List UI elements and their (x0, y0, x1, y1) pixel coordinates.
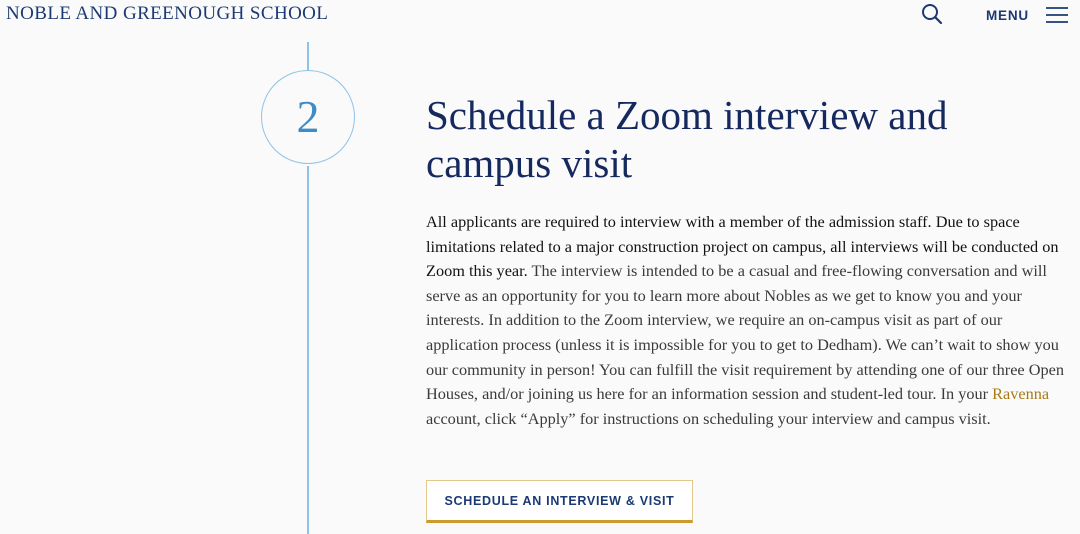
step-description-emphasis: All applicants are required to interview with a member of the admission staff. Due to space limitations related to a major construction project on campus, all interviews will be conducted on Zoom this year. (426, 212, 1059, 281)
timeline-line-top (307, 42, 309, 70)
step-number-circle (261, 70, 355, 164)
hamburger-menu-icon (1045, 5, 1069, 25)
menu-button[interactable] (986, 2, 1069, 28)
search-button[interactable] (920, 2, 944, 26)
timeline-line-bottom (307, 166, 309, 534)
step-heading: Schedule a Zoom interview and campus visit (426, 92, 948, 186)
site-logo-title[interactable]: NOBLE AND GREENOUGH SCHOOL (6, 3, 329, 24)
ravenna-link[interactable]: Ravenna (992, 384, 1050, 404)
step-number: 2 (296, 91, 320, 142)
search-icon (920, 2, 944, 26)
step-description-end: account, click “Apply” for instructions on scheduling your interview and campus visit. (426, 408, 991, 428)
step-description (426, 210, 1070, 431)
menu-label: MENU (986, 7, 1029, 23)
site-header (0, 0, 1080, 30)
schedule-interview-button[interactable]: SCHEDULE AN INTERVIEW & VISIT (426, 480, 693, 523)
step-description-main: The interview is intended to be a casual and free-flowing conversation and will serve as an opportunity for you to learn more about Nobles as we get to know you and your interests. In addition to the Zoom interview, we require an on-campus visit as part of our application process (unless it is impossible for you to get to Dedham). We can’t wait to show you our community in person! You can fulfill the visit requirement by attending one of our three Open Houses, and/or joining us here for an information session and student-led tour. In your (426, 261, 1064, 404)
